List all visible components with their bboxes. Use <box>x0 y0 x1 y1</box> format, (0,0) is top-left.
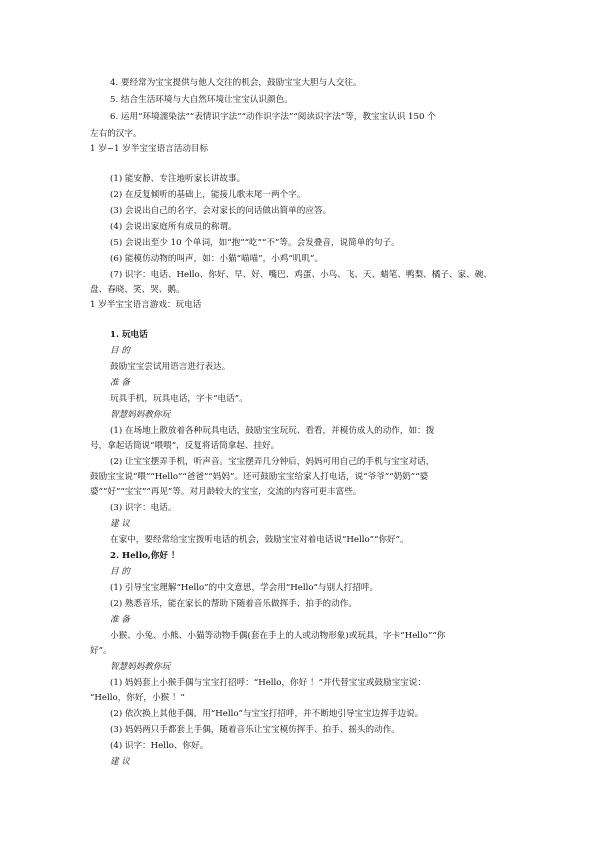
text-line: 小猴、小兔、小熊、小猫等动物手偶(套在手上的人或动物形象)或玩具，字卡“Hello”“你 <box>110 631 446 641</box>
text-line: “Hello，你好，小猴 ！” <box>90 693 185 703</box>
game-title: 2. Hello,你好 ！ <box>110 551 180 561</box>
text-line: 鼓励宝宝尝试用语言进行表达。 <box>110 362 231 372</box>
subheading: 建 议 <box>110 757 130 767</box>
section-heading: 1 岁~1 岁半宝宝语言活动目标 <box>90 144 209 154</box>
subheading: 准 备 <box>110 615 130 625</box>
text-line: (3) 会说出自己的名字，会对家长的问话做出简单的应答。 <box>110 206 332 216</box>
text-line: 5. 结合生活环境与大自然环境让宝宝认识颜色。 <box>110 95 293 105</box>
text-line: (3) 妈妈两只手都套上手偶，随着音乐让宝宝模仿挥手、拍手、摇头的动作。 <box>110 725 400 735</box>
text-line: (2) 在反复倾听的基础上，能接儿歌末尾一两个字。 <box>110 190 306 200</box>
subheading: 目 的 <box>110 567 130 577</box>
text-line: (7) 识字：电话、Hello、你好、早、好、嘴巴、鸡蛋、小鸟、飞、天、蜡笔、鸭梨、橘子、家、碗、 <box>110 270 492 280</box>
text-line: (2) 熟悉音乐，能在家长的帮助下随着音乐做挥手、拍手的动作。 <box>110 599 357 609</box>
text-line: 好”。 <box>90 646 112 656</box>
text-line: (2) 依次换上其他手偶，用“Hello”与宝宝打招呼，并不断地引导宝宝边挥手边说。 <box>110 709 424 719</box>
subheading: 目 的 <box>110 346 130 356</box>
text-line: (2) 让宝宝摆弄手机，听声音。宝宝摆弄几分钟后，妈妈可用自己的手机与宝宝对话， <box>110 457 435 467</box>
text-line: 4. 要经常为宝宝提供与他人交往的机会，鼓励宝宝大胆与人交往。 <box>110 78 362 88</box>
text-line: 6. 运用“环境濡染法”“表情识字法”“动作识字法”“阅读识字法”等，教宝宝认识 150 个 <box>110 112 436 122</box>
text-line: 号，拿起话筒说“喂喂”，反复将话筒拿起、挂好。 <box>90 441 280 451</box>
text-line: 在家中，要经常给宝宝拨听电话的机会，鼓励宝宝对着电话说“Hello”“你好”。 <box>110 535 409 545</box>
text-line: (1) 妈妈套上小猴手偶与宝宝打招呼：“Hello，你好 ！”并代替宝宝或鼓励宝宝说： <box>110 678 427 688</box>
subheading: 智慧妈妈教你玩 <box>110 410 171 420</box>
text-line: 盘、春晓、笑、哭、鹅。 <box>90 285 185 295</box>
text-line: (1) 在场地上散放着各种玩具电话，鼓励宝宝玩玩、看看，并模仿成人的动作，如：拨 <box>110 426 435 436</box>
text-line: 左右的汉字。 <box>90 129 142 139</box>
subheading: 智慧妈妈教你玩 <box>110 662 171 672</box>
text-line: (6) 能模仿动物的叫声，如：小猫“喵喵”，小鸡“叽叽”。 <box>110 254 323 264</box>
text-line: 婆”“好”“宝宝”“再见”等。对月龄较大的宝宝，交流的内容可更丰富些。 <box>90 487 362 497</box>
text-line: 玩具手机，玩具电话，字卡“电话”。 <box>110 394 248 404</box>
section-heading: 1 岁半宝宝语言游戏：玩电话 <box>90 300 202 310</box>
text-line: 鼓励宝宝说“喂”“Hello”“爸爸”“妈妈”。还可鼓励宝宝给家人打电话，说“爷爷”“奶奶”“婆 <box>90 472 429 482</box>
text-line: (4) 识字：Hello、你好。 <box>110 741 209 751</box>
text-line: (1) 引导宝宝理解“Hello”的中文意思，学会用“Hello”与别人打招呼。 <box>110 583 379 593</box>
text-line: (5) 会说出至少 10 个单词，如“抱”“吃”“不”等。会发叠音，说简单的句子。 <box>110 238 400 248</box>
text-line: (3) 识字：电话。 <box>110 503 177 513</box>
game-title: 1. 玩电话 <box>110 330 148 340</box>
text-line: (1) 能安静、专注地听家长讲故事。 <box>110 174 246 184</box>
subheading: 准 备 <box>110 378 130 388</box>
text-line: (4) 会说出家庭所有成员的称谓。 <box>110 222 237 232</box>
subheading: 建 议 <box>110 519 130 529</box>
